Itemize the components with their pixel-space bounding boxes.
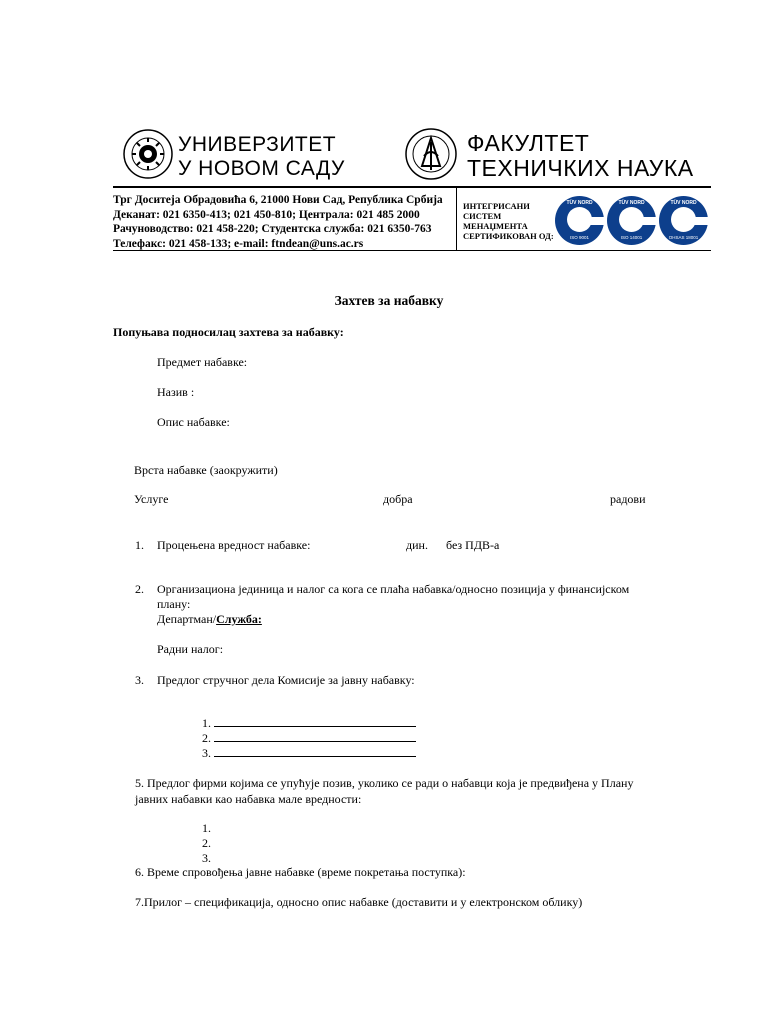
- contact-address: Трг Доситеја Обрадовића 6, 21000 Нови Сад, Република Србија: [113, 194, 443, 206]
- item6-text: 6. Време спровођења јавне набавке (време покретања поступка):: [135, 865, 466, 879]
- firm-number-3: 3.: [202, 851, 211, 865]
- badge-label: TÜV NORD: [618, 200, 645, 206]
- commission-member-1: [202, 716, 416, 731]
- firm-number-1: 1.: [202, 821, 211, 835]
- type-option-works[interactable]: радови: [610, 492, 646, 506]
- contact-accounting: Рачуноводство: 021 458-220; Студентска служба: 021 6350-763: [113, 223, 432, 235]
- item2-text-line1: Организациона јединица и налог са кога се плаћа набавка/односно позиција у финансијском: [157, 582, 630, 596]
- tuv-badge-iso14001: [607, 196, 656, 245]
- cert-line1: ИНТЕГРИСАНИ: [463, 201, 530, 211]
- faculty-emblem-icon: [404, 126, 458, 182]
- commission-member-3: [202, 746, 416, 761]
- item1-vat: без ПДВ-а: [446, 538, 500, 552]
- name-label: Назив :: [157, 385, 195, 399]
- item5-text-line1: 5. Предлог фирми којима се упућује позив, уколико се ради о набавци која је предвиђена у Плану: [135, 776, 634, 790]
- service-label: Служба:: [216, 612, 262, 626]
- form-subtitle: Попуњава подносилац захтева за набавку:: [113, 325, 344, 339]
- item1-currency: дин.: [406, 538, 428, 552]
- item2-work-order: Радни налог:: [157, 642, 224, 656]
- item5-text-line2: јавних набавки као набавка мале вредности:: [135, 792, 362, 806]
- university-name-line1: УНИВЕРЗИТЕТ: [178, 133, 337, 156]
- commission-number: 3.: [202, 746, 211, 760]
- header-divider-vertical: [456, 188, 457, 250]
- badge-standard: ISO 9001: [569, 235, 589, 240]
- form-title: Захтев за набавку: [334, 293, 444, 308]
- item1-number: 1.: [135, 538, 144, 552]
- commission-number: 2.: [202, 731, 211, 745]
- badge-standard: ISO 14001: [620, 235, 643, 240]
- cert-line4: СЕРТИФИКОВАН ОД:: [463, 231, 554, 241]
- university-seal-icon: [122, 128, 174, 180]
- item1-label: Процењена вредност набавке:: [157, 538, 311, 552]
- type-label: Врста набавке (заокружити): [134, 463, 278, 477]
- item2-text-line2: плану:: [157, 597, 191, 611]
- tuv-badge-ohsas18001: [659, 196, 708, 245]
- faculty-name-line1: ФАКУЛТЕТ: [467, 130, 590, 156]
- contact-fax-email: Телефакс: 021 458-133; e-mail: ftndean@uns.ac.rs: [113, 237, 364, 250]
- item3-number: 3.: [135, 673, 144, 687]
- type-option-goods[interactable]: добра: [383, 492, 413, 506]
- commission-line[interactable]: [214, 746, 416, 757]
- commission-line[interactable]: [214, 716, 416, 727]
- type-option-services[interactable]: Услуге: [134, 492, 169, 506]
- firm-number-2: 2.: [202, 836, 211, 850]
- badge-standard: OHSAS 18001: [668, 235, 699, 240]
- item7-text: 7.Прилог – спецификација, односно опис набавке (доставити и у електронском облику): [135, 895, 583, 909]
- cert-line2: СИСТЕМ: [463, 211, 502, 221]
- faculty-name-line2: ТЕХНИЧКИХ НАУКА: [467, 155, 694, 181]
- cert-line3: МЕНАЏМЕНТА: [463, 221, 528, 231]
- department-label: Департман/: [157, 612, 217, 626]
- university-name-line2: У НОВОМ САДУ: [178, 157, 345, 180]
- commission-number: 1.: [202, 716, 211, 730]
- item2-number: 2.: [135, 582, 144, 596]
- item2-department: [157, 612, 262, 627]
- subject-label: Предмет набавке:: [157, 355, 248, 369]
- description-label: Опис набавке:: [157, 415, 230, 429]
- badge-label: TÜV NORD: [670, 200, 697, 206]
- badge-label: TÜV NORD: [566, 200, 593, 206]
- item3-label: Предлог стручног дела Комисије за јавну набавку:: [157, 673, 415, 687]
- commission-line[interactable]: [214, 731, 416, 742]
- header-divider-top: [113, 186, 711, 188]
- contact-deanery: Деканат: 021 6350-413; 021 450-810; Централа: 021 485 2000: [113, 208, 420, 221]
- tuv-badge-iso9001: [555, 196, 604, 245]
- commission-member-2: [202, 731, 416, 746]
